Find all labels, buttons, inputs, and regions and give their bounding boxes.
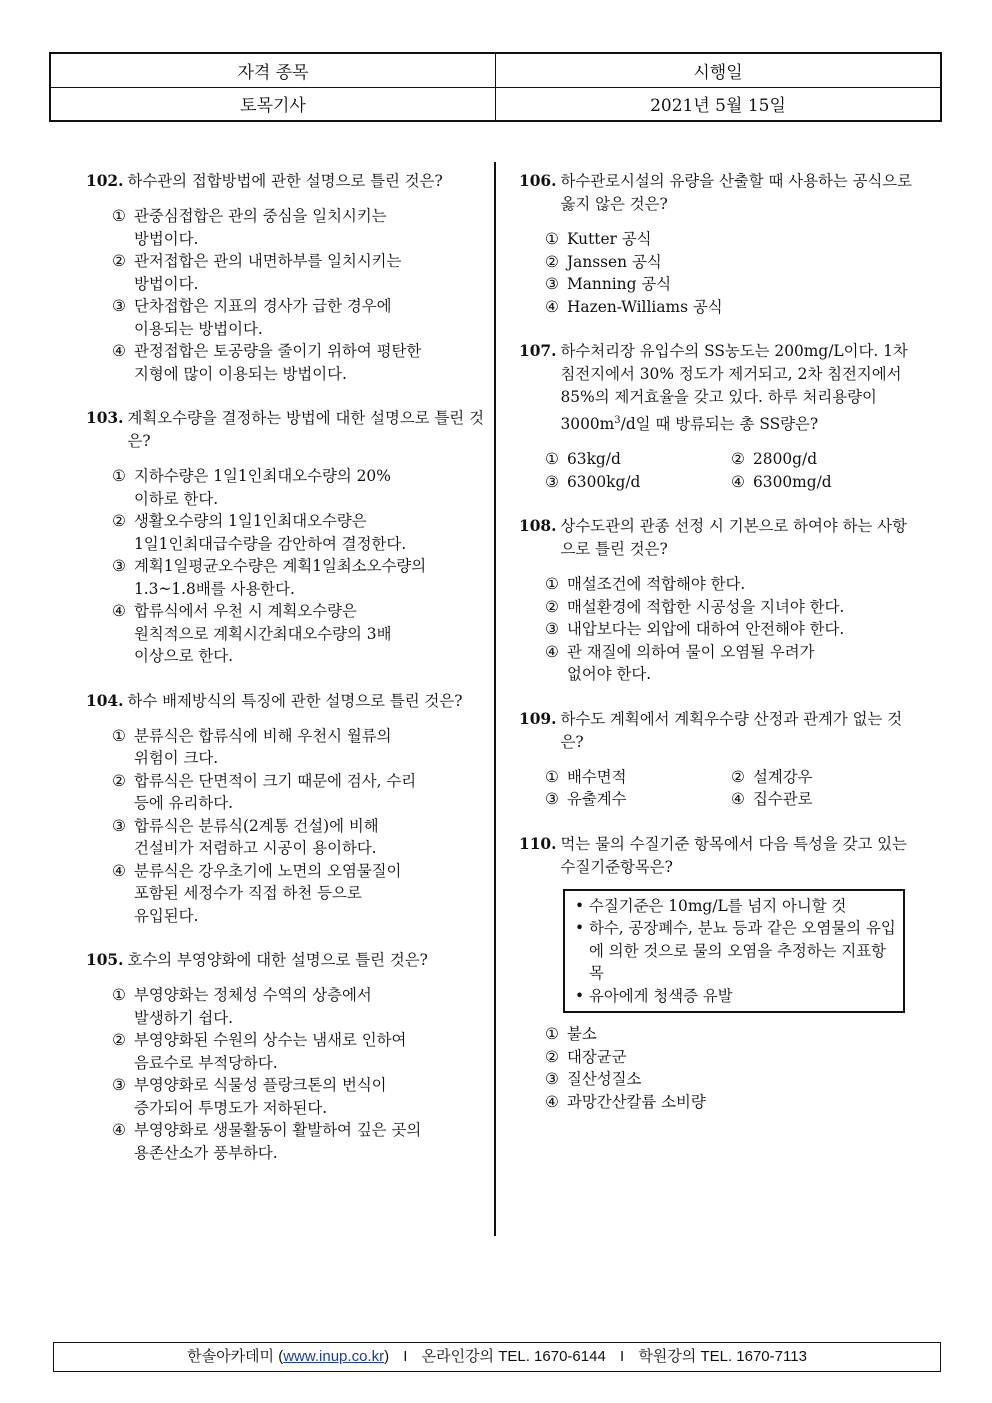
option-marker: ② (545, 597, 559, 616)
question-text: 하수 배제방식의 특징에 관한 설명으로 틀린 것은? (127, 691, 463, 710)
option-marker: ④ (545, 1092, 559, 1111)
option[interactable] (112, 340, 486, 385)
option[interactable] (545, 228, 919, 251)
option-text: 6300mg/d (753, 472, 832, 491)
option-list (545, 1023, 919, 1113)
option-marker: ② (545, 252, 559, 271)
option-text: 관정접합은 토공량을 줄이기 위하여 평탄한 지형에 많이 이용되는 방법이다. (134, 342, 422, 383)
question-number: 104. (86, 691, 124, 710)
question-108 (519, 515, 919, 686)
option-list (112, 984, 486, 1164)
option-marker: ① (545, 450, 559, 469)
question-number: 108. (519, 517, 557, 536)
question-text-part: /d일 때 방류되는 총 SS량은? (620, 415, 819, 434)
option-marker: ① (545, 575, 559, 594)
option-text: 63kg/d (567, 450, 621, 469)
option[interactable] (545, 766, 731, 789)
option[interactable] (112, 815, 486, 860)
option-marker: ③ (545, 1070, 559, 1089)
question-number: 110. (519, 834, 557, 853)
question-104 (86, 690, 486, 928)
question-text: 하수관로시설의 유량을 산출할 때 사용하는 공식으로 옳지 않은 것은? (560, 172, 913, 213)
option-grid (545, 766, 919, 811)
question-number: 103. (86, 409, 124, 427)
option[interactable] (112, 600, 486, 668)
condition-box (563, 889, 905, 1014)
question-110 (519, 833, 919, 1114)
option-text: 부영양화로 식물성 플랑크톤의 번식이 증가되어 투명도가 저하된다. (134, 1076, 387, 1117)
option-text: Janssen 공식 (567, 252, 662, 271)
option-text: 질산성질소 (567, 1070, 642, 1089)
box-text: 유아에게 청색증 유발 (589, 986, 733, 1005)
option-text: 지하수량은 1일1인최대오수량의 20% 이하로 한다. (134, 467, 391, 508)
option-marker: ④ (545, 642, 559, 661)
option-marker: ① (112, 207, 126, 225)
option-marker: ④ (731, 790, 745, 809)
question-text (561, 340, 920, 436)
question-number: 105. (86, 951, 124, 969)
box-item (575, 985, 897, 1008)
option-text: 계획1일평균오수량은 계획1일최소오수량의 1.3~1.8배를 사용한다. (134, 557, 427, 598)
option-list (545, 228, 919, 318)
option-list (112, 465, 486, 668)
option-marker: ② (112, 252, 126, 270)
option-marker: ③ (112, 557, 126, 575)
bullet: • (575, 986, 585, 1005)
option-marker: ② (112, 1031, 126, 1049)
option-text: 집수관로 (753, 790, 813, 809)
header-label-date: 시행일 (496, 53, 942, 87)
option[interactable] (112, 984, 486, 1029)
option[interactable] (112, 1119, 486, 1164)
option-text: 매설조건에 적합해야 한다. (567, 575, 746, 594)
option-marker: ③ (112, 297, 126, 315)
option-list (545, 573, 919, 686)
option-marker: ④ (112, 602, 126, 620)
option[interactable] (545, 641, 919, 686)
option-marker: ① (545, 1025, 559, 1044)
option-marker: ① (112, 467, 126, 485)
option[interactable] (112, 205, 486, 250)
option-marker: ③ (545, 472, 559, 491)
date-value: 2021년 5월 15일 (496, 87, 942, 121)
question-102 (86, 170, 486, 385)
option-text: 과망간산칼륨 소비량 (567, 1092, 706, 1111)
question-text: 하수도 계획에서 계획우수량 산정과 관계가 없는 것은? (560, 709, 903, 751)
option[interactable] (545, 1068, 919, 1091)
option-text: 대장균군 (567, 1047, 627, 1066)
option-marker: ① (112, 986, 126, 1004)
question-text: 호수의 부영양화에 대한 설명으로 틀린 것은? (127, 951, 428, 969)
question-text: 하수관의 접합방법에 관한 설명으로 틀린 것은? (127, 172, 443, 190)
option-marker: ③ (112, 1076, 126, 1094)
option-list (112, 725, 486, 928)
separator: I (619, 1348, 625, 1365)
question-number: 102. (86, 172, 124, 190)
option-text: 배수면적 (567, 767, 627, 786)
option-text: 관 재질에 의하여 물이 오염될 우려가 없어야 한다. (567, 642, 815, 684)
box-text: 하수, 공장폐수, 분뇨 등과 같은 오염물의 유입에 의한 것으로 물의 오염을 추정하는 지표항목 (589, 919, 896, 983)
academy-close: ) (384, 1348, 390, 1365)
option[interactable] (545, 788, 731, 811)
option[interactable] (112, 1074, 486, 1119)
question-number: 107. (519, 342, 557, 360)
option[interactable] (731, 448, 917, 471)
option-text: 내압보다는 외압에 대하여 안전해야 한다. (567, 620, 845, 639)
option[interactable] (731, 766, 917, 789)
box-text: 수질기준은 10mg/L를 넘지 아니할 것 (589, 896, 847, 915)
option[interactable] (112, 295, 486, 340)
superscript: 3 (614, 415, 621, 426)
subject-value: 토목기사 (50, 87, 496, 121)
option-text: 합류식은 단면적이 크기 때문에 검사, 수리 등에 유리하다. (134, 771, 417, 812)
left-column (86, 170, 486, 1186)
question-text: 계획오수량을 결정하는 방법에 대한 설명으로 틀린 것은? (127, 409, 484, 450)
option-text: 생활오수량의 1일1인최대오수량은 1일1인최대급수량을 감안하여 결정한다. (134, 512, 407, 553)
option-text: 설계강우 (753, 767, 813, 786)
option-marker: ④ (545, 297, 559, 316)
option[interactable] (545, 296, 919, 319)
option-marker: ② (112, 512, 126, 530)
column-divider (494, 162, 496, 1236)
option-text: 합류식에서 우천 시 계획오수량은 원칙적으로 계획시간최대오수량의 3배 이상으로 한다. (134, 602, 392, 665)
option[interactable] (545, 1046, 919, 1069)
option[interactable] (112, 770, 486, 815)
option-text: 부영양화된 수원의 상수는 냄새로 인하여 음료수로 부적당하다. (134, 1031, 407, 1072)
option[interactable] (545, 618, 919, 641)
option-text: 유출계수 (567, 790, 627, 809)
option-marker: ④ (112, 1121, 126, 1139)
option-marker: ④ (731, 472, 745, 491)
header-label-subject: 자격 종목 (50, 53, 496, 87)
option-marker: ③ (545, 275, 559, 293)
option-text: 분류식은 합류식에 비해 우천시 월류의 위험이 크다. (134, 726, 392, 767)
option-text: 분류식은 강우초기에 노면의 오염물질이 포함된 세정수가 직접 하천 등으로 유입된다. (134, 861, 402, 925)
option-text: 합류식은 분류식(2계통 건설)에 비해 건설비가 저렴하고 시공이 용이하다. (134, 816, 379, 857)
option[interactable] (545, 273, 919, 296)
question-number: 109. (519, 709, 557, 728)
question-105 (86, 949, 486, 1164)
option[interactable] (545, 251, 919, 274)
option-list (112, 205, 486, 385)
option[interactable] (545, 573, 919, 596)
option[interactable] (731, 471, 917, 494)
box-item (575, 917, 897, 985)
option[interactable] (545, 1091, 919, 1114)
question-text-part: 하수처리장 유입수의 SS농도는 200mg/L이다. 1차 침전지에서 30% 정도가 제거되고, 2차 침전지에서 85%의 제거효율을 갖고 있다. 하루 처리용량이 3000m (560, 342, 908, 434)
option-text: 관저접합은 관의 내면하부를 일치시키는 방법이다. (134, 252, 402, 293)
option-marker: ② (731, 450, 745, 469)
online-phone: 온라인강의 TEL. 1670-6144 (421, 1348, 606, 1365)
option[interactable] (112, 1029, 486, 1074)
option-marker: ① (545, 767, 559, 786)
option-marker: ③ (545, 790, 559, 809)
option-text: 부영양화는 정체성 수역의 상층에서 발생하기 쉽다. (134, 986, 372, 1027)
option-marker: ② (545, 1047, 559, 1066)
option-text: 단차접합은 지표의 경사가 급한 경우에 이용되는 방법이다. (134, 297, 392, 338)
header-table (49, 52, 942, 122)
bullet: • (575, 919, 585, 938)
option-marker: ② (112, 771, 126, 790)
option-marker: ④ (112, 342, 126, 360)
option-text: 2800g/d (753, 450, 818, 469)
option-text: 매설환경에 적합한 시공성을 지녀야 한다. (567, 597, 845, 616)
option-marker: ④ (112, 861, 126, 880)
question-109 (519, 708, 919, 811)
option[interactable] (112, 860, 486, 928)
option-text: 6300kg/d (567, 472, 641, 491)
academy-name: 한솔아카데미 ( (187, 1348, 284, 1365)
option[interactable] (545, 471, 731, 494)
option[interactable] (112, 250, 486, 295)
question-number: 106. (519, 172, 557, 190)
option-marker: ② (731, 767, 745, 786)
academy-link[interactable]: www.inup.co.kr (283, 1348, 385, 1365)
separator: I (403, 1348, 408, 1365)
option[interactable] (545, 448, 731, 471)
right-column (519, 170, 919, 1135)
option-text: Kutter 공식 (567, 230, 652, 248)
option-marker: ③ (112, 816, 126, 835)
option-text: 관중심접합은 관의 중심을 일치시키는 방법이다. (134, 207, 387, 248)
option-text: 불소 (567, 1025, 597, 1044)
option-marker: ① (545, 230, 559, 248)
footer (53, 1342, 941, 1372)
question-text: 상수도관의 관종 선정 시 기본으로 하여야 하는 사항으로 틀린 것은? (560, 517, 907, 559)
bullet: • (575, 896, 585, 915)
box-item (575, 895, 897, 918)
option-text: Manning 공식 (567, 275, 672, 293)
question-107 (519, 340, 919, 493)
option-text: Hazen-Williams 공식 (567, 297, 723, 316)
option-grid (545, 448, 919, 493)
option-marker: ① (112, 726, 126, 745)
option[interactable] (112, 725, 486, 770)
option[interactable] (545, 1023, 919, 1046)
option[interactable] (112, 465, 486, 510)
question-text: 먹는 물의 수질기준 항목에서 다음 특성을 갖고 있는 수질기준항목은? (560, 834, 907, 876)
question-103 (86, 407, 486, 668)
option[interactable] (112, 555, 486, 600)
option-text: 부영양화로 생물활동이 활발하여 깊은 곳의 용존산소가 풍부하다. (134, 1121, 422, 1162)
option[interactable] (731, 788, 917, 811)
offline-phone: 학원강의 TEL. 1670-7113 (638, 1348, 807, 1365)
option-marker: ③ (545, 620, 559, 639)
option[interactable] (545, 596, 919, 619)
question-106 (519, 170, 919, 318)
option[interactable] (112, 510, 486, 555)
